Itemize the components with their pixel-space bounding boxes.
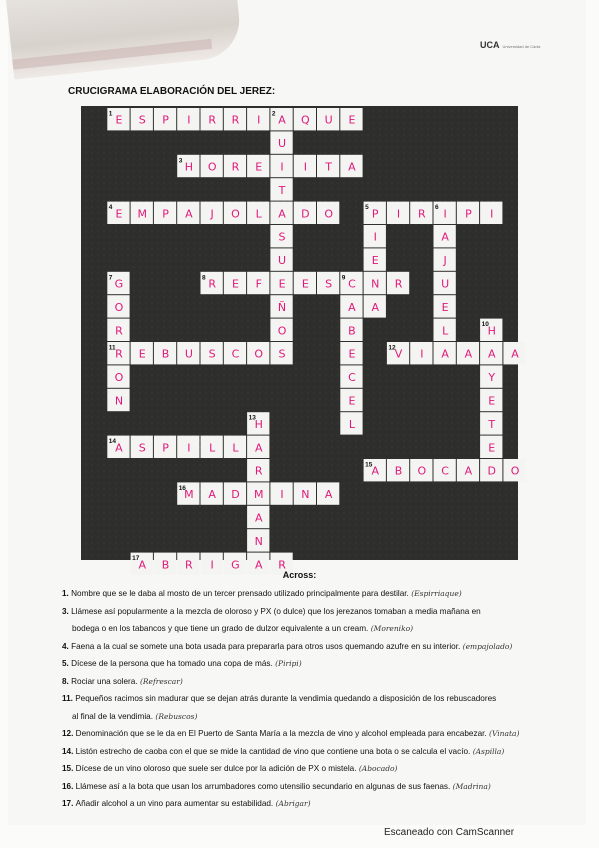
clue-item — [62, 588, 462, 599]
cell-letter: I — [490, 207, 494, 221]
cell-letter: E — [115, 207, 123, 221]
handwritten-answer: (Aspilla) — [470, 746, 505, 756]
cell-letter: R — [115, 324, 123, 338]
cell-letter: A — [185, 207, 193, 221]
cell-letter: A — [464, 464, 473, 478]
cell-letter: R — [208, 113, 216, 127]
clue-item — [62, 676, 183, 687]
cell-letter: B — [394, 464, 403, 478]
cell-letter: P — [162, 113, 169, 127]
cell-letter: E — [115, 113, 123, 127]
cell-letter: A — [254, 441, 263, 455]
cell-letter: C — [348, 371, 356, 385]
cell-letter: I — [373, 230, 377, 244]
cell-letter: E — [441, 300, 449, 314]
cell-letter: C — [441, 464, 449, 478]
clue-text: Faena a la cual se somete una bota usada para prepararla para otros usos quemando azufre en su interior. — [71, 641, 461, 651]
cell-letter: A — [208, 488, 216, 502]
cell-letter: B — [161, 558, 170, 572]
cell-letter: H — [487, 324, 496, 338]
clue-number: 12. — [62, 729, 76, 738]
clue-number: 8. — [62, 676, 72, 686]
cell-letter: B — [161, 347, 170, 361]
cell-letter: L — [348, 417, 356, 431]
cell-letter: U — [278, 137, 287, 151]
cell-letter: I — [396, 207, 401, 221]
cell-letter: M — [254, 488, 264, 502]
cell-number: 2 — [271, 110, 276, 118]
cell-letter: N — [371, 277, 380, 291]
clue-number: 3. — [62, 606, 72, 616]
cell-letter: S — [138, 441, 146, 455]
clue-item — [62, 606, 481, 617]
cell-letter: A — [487, 347, 496, 361]
cell-letter: E — [231, 277, 239, 291]
cell-letter: P — [162, 441, 169, 455]
cell-letter: O — [207, 160, 217, 174]
cell-number: 9 — [341, 274, 346, 282]
cell-letter: M — [137, 207, 147, 221]
handwritten-answer: (Moreniko) — [368, 624, 414, 633]
clue-item — [62, 728, 519, 739]
clue-number: 1. — [62, 589, 72, 598]
clue-text: Denominación que se le da en El Puerto de Santa María a la mezcla de vino y alcohol empleada para encabezar. — [75, 729, 487, 738]
clue-number: 11. — [62, 694, 76, 703]
cell-number: 3 — [178, 157, 183, 165]
cell-number: 8 — [202, 274, 206, 282]
clue-text: Pequeños racimos sin madurar que se dejan atrás durante la vendimia quedando a disposición de los rebuscadores — [75, 694, 497, 703]
cell-letter: A — [441, 347, 449, 361]
cell-letter: A — [115, 441, 123, 455]
cell-letter: R — [254, 464, 263, 478]
cell-number: 6 — [435, 204, 439, 212]
handwritten-answer: (Abrigar) — [273, 799, 311, 808]
cell-letter: E — [348, 394, 356, 408]
cell-letter: R — [231, 113, 240, 127]
cell-letter: I — [187, 441, 191, 455]
cell-letter: D — [487, 464, 496, 478]
handwritten-answer: (Piripi) — [272, 659, 302, 668]
cell-letter: E — [371, 254, 379, 268]
cell-letter: O — [114, 371, 124, 385]
cell-letter: U — [441, 277, 450, 291]
cell-letter: A — [254, 558, 263, 572]
cell-letter: R — [208, 277, 216, 291]
cell-letter: J — [443, 254, 447, 268]
cell-letter: A — [324, 488, 333, 502]
cell-letter: H — [184, 160, 193, 174]
cell-letter: S — [278, 230, 286, 244]
clue-item — [62, 763, 397, 774]
clue-text: Nombre que se le daba al mosto de un tercer prensado utilizado principalmente para destilar. — [71, 589, 409, 598]
cell-letter: V — [394, 347, 403, 361]
clue-number: 17. — [62, 799, 76, 808]
cell-letter: A — [348, 300, 356, 314]
cell-letter: O — [114, 300, 124, 314]
cell-letter: S — [208, 347, 216, 361]
clue-number: 5. — [62, 659, 72, 668]
cell-letter: O — [510, 464, 520, 478]
cell-letter: U — [324, 113, 333, 127]
cell-letter: P — [371, 207, 379, 221]
cell-number: 12 — [388, 344, 396, 352]
cell-letter: R — [394, 277, 403, 291]
cell-letter: E — [488, 441, 496, 455]
clue-item — [62, 658, 302, 669]
cell-letter: A — [511, 347, 519, 361]
cell-letter: A — [371, 464, 380, 478]
clue-item — [72, 623, 413, 634]
cell-letter: E — [301, 277, 309, 291]
clue-text: Llámese así a la bota que usan los arrumbadores como utensilio secundario en algunas de sus faenas. — [75, 781, 451, 791]
cell-letter: I — [280, 160, 284, 174]
cell-letter: L — [209, 441, 216, 455]
cell-letter: E — [138, 347, 146, 361]
cell-letter: A — [348, 160, 356, 174]
cell-letter: L — [255, 207, 262, 221]
handwritten-answer: (empajolado) — [460, 641, 513, 651]
cell-letter: N — [254, 534, 263, 548]
cell-letter: A — [441, 230, 449, 244]
cell-letter: I — [187, 113, 191, 127]
clue-text: Dícese de la persona que ha tomado una copa de más. — [71, 659, 273, 668]
clue-item — [62, 798, 311, 809]
cell-letter: A — [371, 300, 380, 314]
cell-number: 10 — [481, 321, 489, 329]
clue-text: Dícese de un vino oloroso que suele ser dulce por la adición de PX o mistela. — [75, 764, 357, 773]
cell-letter: R — [231, 160, 240, 174]
cell-letter: N — [301, 488, 310, 502]
clue-number: 15. — [62, 764, 76, 773]
cell-letter: C — [348, 277, 356, 291]
cell-letter: I — [420, 347, 424, 361]
cell-letter: T — [278, 183, 286, 197]
cell-number: 11 — [108, 344, 116, 352]
page-title: CRUCIGRAMA ELABORACIÓN DEL JEREZ: — [68, 86, 276, 97]
clue-text: Llámese así popularmente a la mezcla de oloroso y PX (o dulce) que los jerezanos tomaban a media mañana en — [71, 606, 481, 616]
clue-item — [62, 693, 496, 704]
cell-letter: G — [114, 277, 124, 291]
cell-letter: Y — [488, 371, 496, 385]
cell-letter: Ñ — [277, 300, 287, 314]
cell-number: 13 — [248, 414, 256, 422]
university-logo: UCA Universidad de Cádiz — [480, 40, 541, 50]
clue-item — [72, 711, 197, 722]
cell-letter: R — [418, 207, 426, 221]
cell-letter: M — [184, 488, 194, 502]
handwritten-answer: (Vinata) — [486, 729, 520, 738]
cell-letter: O — [324, 207, 333, 221]
clue-text: al final de la vendimia. — [72, 711, 154, 721]
cell-letter: S — [325, 277, 333, 291]
clue-text: Añadir alcohol a un vino para aumentar su estabilidad. — [75, 799, 274, 808]
cell-letter: O — [231, 207, 240, 221]
cell-letter: I — [280, 488, 284, 502]
cell-letter: E — [488, 394, 496, 408]
cell-letter: O — [277, 324, 287, 338]
cell-number: 7 — [108, 274, 113, 282]
cell-number: 16 — [178, 484, 186, 492]
cell-letter: L — [442, 324, 449, 338]
cell-number: 5 — [365, 204, 369, 212]
clue-item — [62, 781, 491, 792]
cell-letter: I — [303, 160, 307, 174]
clue-number: 16. — [62, 781, 76, 791]
cell-letter: T — [325, 160, 333, 174]
across-heading: Across: — [282, 570, 317, 580]
cell-letter: B — [348, 324, 356, 338]
cell-letter: H — [254, 417, 263, 431]
cell-letter: G — [231, 558, 240, 572]
clue-text: Rociar una solera. — [71, 676, 138, 686]
cell-number: 1 — [108, 110, 113, 118]
clue-number: 4. — [62, 641, 72, 651]
cell-letter: C — [231, 347, 240, 361]
cell-letter: I — [210, 558, 214, 572]
cell-number: 15 — [365, 461, 373, 469]
cell-letter: T — [488, 417, 496, 431]
handwritten-answer: (Madrina) — [450, 781, 491, 791]
cell-letter: R — [185, 558, 193, 572]
cell-letter: I — [443, 207, 447, 221]
cell-letter: J — [210, 207, 214, 221]
cell-letter: O — [417, 464, 427, 478]
cell-letter: O — [254, 347, 264, 361]
cell-letter: E — [348, 347, 356, 361]
cell-letter: A — [138, 558, 147, 572]
cell-letter: Q — [301, 113, 310, 127]
cell-letter: E — [255, 160, 263, 174]
cell-letter: N — [114, 394, 124, 408]
cell-letter: E — [348, 113, 356, 127]
cell-letter: S — [278, 347, 286, 361]
cell-letter: I — [257, 113, 261, 127]
cell-letter: F — [255, 277, 262, 291]
cell-letter: A — [278, 207, 286, 221]
clue-text: Listón estrecho de caoba con el que se mide la cantidad de vino que contiene una bota o se calcula el vacío. — [75, 746, 471, 756]
cell-letter: R — [278, 558, 286, 572]
cell-letter: P — [465, 207, 472, 221]
cell-letter: R — [115, 347, 123, 361]
cell-letter: L — [232, 441, 239, 455]
cell-letter: U — [184, 347, 193, 361]
clue-text: bodega o en los tabancos y que tiene un grado de dulzor equivalente a un cream. — [72, 624, 369, 633]
scanner-watermark: Escaneado con CamScanner — [384, 827, 515, 838]
cell-number: 17 — [132, 555, 140, 563]
handwritten-answer: (Abocado) — [356, 764, 398, 773]
cell-letter: S — [138, 113, 146, 127]
cell-letter: U — [278, 254, 287, 268]
clue-number: 14. — [62, 746, 76, 756]
cell-number: 4 — [108, 204, 113, 212]
cell-letter: D — [301, 207, 310, 221]
handwritten-answer: (Refrescar) — [137, 676, 183, 686]
cell-letter: A — [278, 113, 286, 127]
cell-letter: E — [278, 277, 286, 291]
cell-number: 14 — [108, 438, 117, 446]
cell-letter: D — [231, 488, 240, 502]
cell-letter: A — [254, 511, 263, 525]
cell-letter: P — [162, 207, 169, 221]
clue-item — [62, 746, 504, 757]
cell-letter: A — [464, 347, 473, 361]
handwritten-answer: (Espirriaque) — [408, 589, 462, 598]
handwritten-answer: (Rebuscos) — [153, 711, 198, 721]
clue-item — [62, 641, 512, 652]
